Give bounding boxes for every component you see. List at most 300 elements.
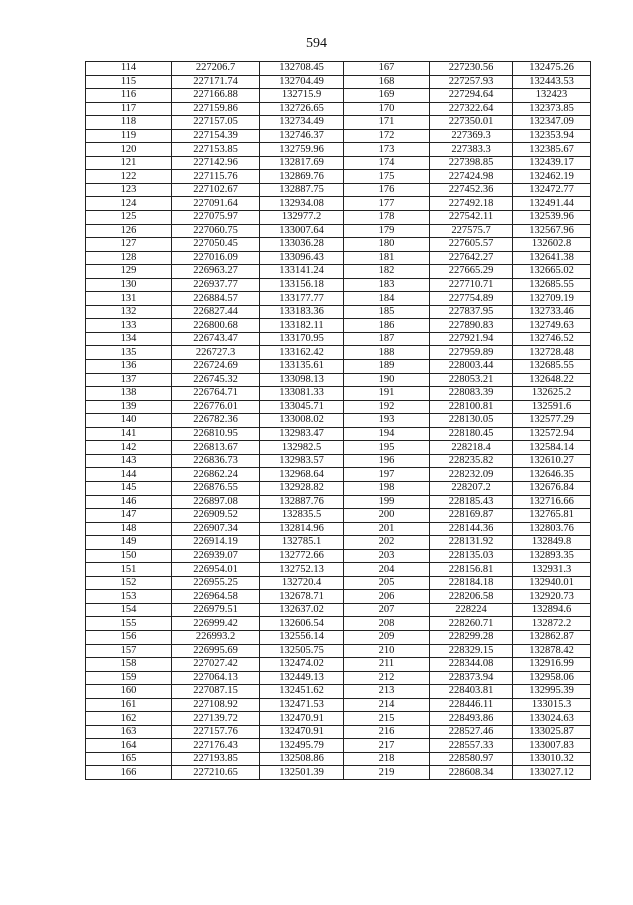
point-number-cell: 191 bbox=[344, 387, 430, 401]
y-coordinate-cell: 132759.96 bbox=[260, 143, 344, 157]
y-coordinate-cell: 132893.35 bbox=[513, 549, 591, 563]
y-coordinate-cell: 133015.3 bbox=[513, 698, 591, 712]
y-coordinate-cell: 132958.06 bbox=[513, 671, 591, 685]
point-number-cell: 182 bbox=[344, 265, 430, 279]
x-coordinate-cell: 226813.67 bbox=[172, 441, 260, 455]
x-coordinate-cell: 227322.64 bbox=[430, 102, 513, 116]
x-coordinate-cell: 228144.36 bbox=[430, 522, 513, 536]
point-number-cell: 142 bbox=[86, 441, 172, 455]
table-row bbox=[86, 183, 591, 197]
y-coordinate-cell: 132443.53 bbox=[513, 75, 591, 89]
x-coordinate-cell: 228329.15 bbox=[430, 644, 513, 658]
point-number-cell: 202 bbox=[344, 536, 430, 550]
x-coordinate-cell: 227087.15 bbox=[172, 685, 260, 699]
point-number-cell: 171 bbox=[344, 116, 430, 130]
x-coordinate-cell: 227166.88 bbox=[172, 89, 260, 103]
y-coordinate-cell: 132983.57 bbox=[260, 454, 344, 468]
x-coordinate-cell: 227139.72 bbox=[172, 712, 260, 726]
table-row bbox=[86, 725, 591, 739]
x-coordinate-cell: 227665.29 bbox=[430, 265, 513, 279]
x-coordinate-cell: 228185.43 bbox=[430, 495, 513, 509]
y-coordinate-cell: 132772.66 bbox=[260, 549, 344, 563]
x-coordinate-cell: 228169.87 bbox=[430, 509, 513, 523]
point-number-cell: 208 bbox=[344, 617, 430, 631]
x-coordinate-cell: 226776.01 bbox=[172, 400, 260, 414]
x-coordinate-cell: 227350.01 bbox=[430, 116, 513, 130]
table-row bbox=[86, 536, 591, 550]
x-coordinate-cell: 227959.89 bbox=[430, 346, 513, 360]
y-coordinate-cell: 132934.08 bbox=[260, 197, 344, 211]
y-coordinate-cell: 132495.79 bbox=[260, 739, 344, 753]
x-coordinate-cell: 226810.95 bbox=[172, 427, 260, 441]
point-number-cell: 117 bbox=[86, 102, 172, 116]
y-coordinate-cell: 132814.96 bbox=[260, 522, 344, 536]
y-coordinate-cell: 132940.01 bbox=[513, 576, 591, 590]
y-coordinate-cell: 132591.6 bbox=[513, 400, 591, 414]
x-coordinate-cell: 226954.01 bbox=[172, 563, 260, 577]
point-number-cell: 203 bbox=[344, 549, 430, 563]
y-coordinate-cell: 132449.13 bbox=[260, 671, 344, 685]
point-number-cell: 200 bbox=[344, 509, 430, 523]
point-number-cell: 193 bbox=[344, 414, 430, 428]
y-coordinate-cell: 132746.37 bbox=[260, 129, 344, 143]
point-number-cell: 163 bbox=[86, 725, 172, 739]
page-number: 594 bbox=[306, 36, 327, 51]
table-row bbox=[86, 739, 591, 753]
y-coordinate-cell: 132715.9 bbox=[260, 89, 344, 103]
y-coordinate-cell: 133007.83 bbox=[513, 739, 591, 753]
y-coordinate-cell: 132704.49 bbox=[260, 75, 344, 89]
coordinates-table bbox=[85, 61, 591, 780]
table-row bbox=[86, 75, 591, 89]
point-number-cell: 121 bbox=[86, 156, 172, 170]
y-coordinate-cell: 132894.6 bbox=[513, 603, 591, 617]
x-coordinate-cell: 228184.18 bbox=[430, 576, 513, 590]
y-coordinate-cell: 132968.64 bbox=[260, 468, 344, 482]
point-number-cell: 115 bbox=[86, 75, 172, 89]
point-number-cell: 124 bbox=[86, 197, 172, 211]
point-number-cell: 183 bbox=[344, 278, 430, 292]
x-coordinate-cell: 227016.09 bbox=[172, 251, 260, 265]
x-coordinate-cell: 228053.21 bbox=[430, 373, 513, 387]
point-number-cell: 176 bbox=[344, 183, 430, 197]
y-coordinate-cell: 132610.27 bbox=[513, 454, 591, 468]
y-coordinate-cell: 132728.48 bbox=[513, 346, 591, 360]
x-coordinate-cell: 228493.86 bbox=[430, 712, 513, 726]
x-coordinate-cell: 226999.42 bbox=[172, 617, 260, 631]
x-coordinate-cell: 226862.24 bbox=[172, 468, 260, 482]
y-coordinate-cell: 132584.14 bbox=[513, 441, 591, 455]
y-coordinate-cell: 132572.94 bbox=[513, 427, 591, 441]
y-coordinate-cell: 132685.55 bbox=[513, 360, 591, 374]
table-row bbox=[86, 454, 591, 468]
x-coordinate-cell: 227492.18 bbox=[430, 197, 513, 211]
table-row bbox=[86, 292, 591, 306]
table-row bbox=[86, 752, 591, 766]
x-coordinate-cell: 228260.71 bbox=[430, 617, 513, 631]
point-number-cell: 145 bbox=[86, 481, 172, 495]
point-number-cell: 204 bbox=[344, 563, 430, 577]
y-coordinate-cell: 132646.35 bbox=[513, 468, 591, 482]
point-number-cell: 177 bbox=[344, 197, 430, 211]
y-coordinate-cell: 133162.42 bbox=[260, 346, 344, 360]
point-number-cell: 158 bbox=[86, 658, 172, 672]
point-number-cell: 147 bbox=[86, 509, 172, 523]
y-coordinate-cell: 132734.49 bbox=[260, 116, 344, 130]
point-number-cell: 188 bbox=[344, 346, 430, 360]
x-coordinate-cell: 228608.34 bbox=[430, 766, 513, 780]
y-coordinate-cell: 132803.76 bbox=[513, 522, 591, 536]
y-coordinate-cell: 133170.95 bbox=[260, 332, 344, 346]
y-coordinate-cell: 133183.36 bbox=[260, 305, 344, 319]
x-coordinate-cell: 226979.51 bbox=[172, 603, 260, 617]
y-coordinate-cell: 132625.2 bbox=[513, 387, 591, 401]
x-coordinate-cell: 226827.44 bbox=[172, 305, 260, 319]
table-row bbox=[86, 563, 591, 577]
y-coordinate-cell: 133027.12 bbox=[513, 766, 591, 780]
y-coordinate-cell: 132470.91 bbox=[260, 725, 344, 739]
y-coordinate-cell: 133141.24 bbox=[260, 265, 344, 279]
y-coordinate-cell: 132785.1 bbox=[260, 536, 344, 550]
table-row bbox=[86, 509, 591, 523]
x-coordinate-cell: 226939.07 bbox=[172, 549, 260, 563]
y-coordinate-cell: 132648.22 bbox=[513, 373, 591, 387]
x-coordinate-cell: 227108.92 bbox=[172, 698, 260, 712]
coordinates-table-body bbox=[86, 62, 591, 780]
table-row bbox=[86, 576, 591, 590]
x-coordinate-cell: 228156.81 bbox=[430, 563, 513, 577]
x-coordinate-cell: 227060.75 bbox=[172, 224, 260, 238]
point-number-cell: 201 bbox=[344, 522, 430, 536]
table-row bbox=[86, 712, 591, 726]
x-coordinate-cell: 227424.98 bbox=[430, 170, 513, 184]
x-coordinate-cell: 227157.05 bbox=[172, 116, 260, 130]
point-number-cell: 179 bbox=[344, 224, 430, 238]
point-number-cell: 173 bbox=[344, 143, 430, 157]
table-row bbox=[86, 251, 591, 265]
x-coordinate-cell: 226724.69 bbox=[172, 360, 260, 374]
y-coordinate-cell: 132373.85 bbox=[513, 102, 591, 116]
point-number-cell: 150 bbox=[86, 549, 172, 563]
y-coordinate-cell: 133135.61 bbox=[260, 360, 344, 374]
y-coordinate-cell: 132606.54 bbox=[260, 617, 344, 631]
x-coordinate-cell: 228299.28 bbox=[430, 630, 513, 644]
table-row bbox=[86, 156, 591, 170]
table-row bbox=[86, 170, 591, 184]
y-coordinate-cell: 132470.91 bbox=[260, 712, 344, 726]
y-coordinate-cell: 133081.33 bbox=[260, 387, 344, 401]
x-coordinate-cell: 226907.34 bbox=[172, 522, 260, 536]
table-row bbox=[86, 62, 591, 76]
x-coordinate-cell: 228446.11 bbox=[430, 698, 513, 712]
point-number-cell: 162 bbox=[86, 712, 172, 726]
y-coordinate-cell: 132577.29 bbox=[513, 414, 591, 428]
y-coordinate-cell: 132678.71 bbox=[260, 590, 344, 604]
x-coordinate-cell: 227575.7 bbox=[430, 224, 513, 238]
point-number-cell: 165 bbox=[86, 752, 172, 766]
x-coordinate-cell: 227452.36 bbox=[430, 183, 513, 197]
table-row bbox=[86, 373, 591, 387]
y-coordinate-cell: 132637.02 bbox=[260, 603, 344, 617]
y-coordinate-cell: 133045.71 bbox=[260, 400, 344, 414]
y-coordinate-cell: 132676.84 bbox=[513, 481, 591, 495]
point-number-cell: 154 bbox=[86, 603, 172, 617]
point-number-cell: 126 bbox=[86, 224, 172, 238]
x-coordinate-cell: 228003.44 bbox=[430, 360, 513, 374]
table-row bbox=[86, 522, 591, 536]
y-coordinate-cell: 132931.3 bbox=[513, 563, 591, 577]
point-number-cell: 141 bbox=[86, 427, 172, 441]
y-coordinate-cell: 133010.32 bbox=[513, 752, 591, 766]
point-number-cell: 143 bbox=[86, 454, 172, 468]
x-coordinate-cell: 227921.94 bbox=[430, 332, 513, 346]
x-coordinate-cell: 228373.94 bbox=[430, 671, 513, 685]
y-coordinate-cell: 132474.02 bbox=[260, 658, 344, 672]
x-coordinate-cell: 227091.64 bbox=[172, 197, 260, 211]
y-coordinate-cell: 133024.63 bbox=[513, 712, 591, 726]
x-coordinate-cell: 226836.73 bbox=[172, 454, 260, 468]
table-row bbox=[86, 658, 591, 672]
point-number-cell: 212 bbox=[344, 671, 430, 685]
x-coordinate-cell: 228403.81 bbox=[430, 685, 513, 699]
y-coordinate-cell: 132928.82 bbox=[260, 481, 344, 495]
y-coordinate-cell: 132475.26 bbox=[513, 62, 591, 76]
x-coordinate-cell: 227193.85 bbox=[172, 752, 260, 766]
x-coordinate-cell: 227102.67 bbox=[172, 183, 260, 197]
point-number-cell: 120 bbox=[86, 143, 172, 157]
x-coordinate-cell: 227075.97 bbox=[172, 211, 260, 225]
y-coordinate-cell: 132869.76 bbox=[260, 170, 344, 184]
table-row bbox=[86, 238, 591, 252]
point-number-cell: 138 bbox=[86, 387, 172, 401]
point-number-cell: 116 bbox=[86, 89, 172, 103]
y-coordinate-cell: 132752.13 bbox=[260, 563, 344, 577]
point-number-cell: 135 bbox=[86, 346, 172, 360]
x-coordinate-cell: 226995.69 bbox=[172, 644, 260, 658]
x-coordinate-cell: 227027.42 bbox=[172, 658, 260, 672]
point-number-cell: 207 bbox=[344, 603, 430, 617]
table-row bbox=[86, 116, 591, 130]
x-coordinate-cell: 226897.08 bbox=[172, 495, 260, 509]
x-coordinate-cell: 228527.46 bbox=[430, 725, 513, 739]
y-coordinate-cell: 132983.47 bbox=[260, 427, 344, 441]
x-coordinate-cell: 227171.74 bbox=[172, 75, 260, 89]
point-number-cell: 151 bbox=[86, 563, 172, 577]
y-coordinate-cell: 132423 bbox=[513, 89, 591, 103]
y-coordinate-cell: 132708.45 bbox=[260, 62, 344, 76]
y-coordinate-cell: 133007.64 bbox=[260, 224, 344, 238]
table-row bbox=[86, 644, 591, 658]
point-number-cell: 155 bbox=[86, 617, 172, 631]
x-coordinate-cell: 227542.11 bbox=[430, 211, 513, 225]
y-coordinate-cell: 132733.46 bbox=[513, 305, 591, 319]
point-number-cell: 119 bbox=[86, 129, 172, 143]
y-coordinate-cell: 132887.75 bbox=[260, 183, 344, 197]
point-number-cell: 123 bbox=[86, 183, 172, 197]
y-coordinate-cell: 133156.18 bbox=[260, 278, 344, 292]
point-number-cell: 133 bbox=[86, 319, 172, 333]
x-coordinate-cell: 227837.95 bbox=[430, 305, 513, 319]
y-coordinate-cell: 132665.02 bbox=[513, 265, 591, 279]
point-number-cell: 181 bbox=[344, 251, 430, 265]
x-coordinate-cell: 228135.03 bbox=[430, 549, 513, 563]
table-row bbox=[86, 671, 591, 685]
x-coordinate-cell: 228207.2 bbox=[430, 481, 513, 495]
point-number-cell: 114 bbox=[86, 62, 172, 76]
point-number-cell: 149 bbox=[86, 536, 172, 550]
y-coordinate-cell: 133182.11 bbox=[260, 319, 344, 333]
table-row bbox=[86, 319, 591, 333]
point-number-cell: 152 bbox=[86, 576, 172, 590]
x-coordinate-cell: 228100.81 bbox=[430, 400, 513, 414]
y-coordinate-cell: 132462.19 bbox=[513, 170, 591, 184]
x-coordinate-cell: 227642.27 bbox=[430, 251, 513, 265]
point-number-cell: 146 bbox=[86, 495, 172, 509]
x-coordinate-cell: 227890.83 bbox=[430, 319, 513, 333]
y-coordinate-cell: 132501.39 bbox=[260, 766, 344, 780]
x-coordinate-cell: 227294.64 bbox=[430, 89, 513, 103]
x-coordinate-cell: 226876.55 bbox=[172, 481, 260, 495]
point-number-cell: 148 bbox=[86, 522, 172, 536]
y-coordinate-cell: 132508.86 bbox=[260, 752, 344, 766]
x-coordinate-cell: 226914.19 bbox=[172, 536, 260, 550]
table-row bbox=[86, 590, 591, 604]
point-number-cell: 127 bbox=[86, 238, 172, 252]
point-number-cell: 130 bbox=[86, 278, 172, 292]
y-coordinate-cell: 132451.62 bbox=[260, 685, 344, 699]
table-row bbox=[86, 698, 591, 712]
point-number-cell: 186 bbox=[344, 319, 430, 333]
table-row bbox=[86, 481, 591, 495]
x-coordinate-cell: 226727.3 bbox=[172, 346, 260, 360]
point-number-cell: 216 bbox=[344, 725, 430, 739]
point-number-cell: 218 bbox=[344, 752, 430, 766]
y-coordinate-cell: 132567.96 bbox=[513, 224, 591, 238]
table-row bbox=[86, 414, 591, 428]
y-coordinate-cell: 132835.5 bbox=[260, 509, 344, 523]
point-number-cell: 178 bbox=[344, 211, 430, 225]
y-coordinate-cell: 132720.4 bbox=[260, 576, 344, 590]
point-number-cell: 175 bbox=[344, 170, 430, 184]
y-coordinate-cell: 132709.19 bbox=[513, 292, 591, 306]
x-coordinate-cell: 227050.45 bbox=[172, 238, 260, 252]
point-number-cell: 134 bbox=[86, 332, 172, 346]
y-coordinate-cell: 132602.8 bbox=[513, 238, 591, 252]
point-number-cell: 180 bbox=[344, 238, 430, 252]
table-row bbox=[86, 89, 591, 103]
y-coordinate-cell: 132353.94 bbox=[513, 129, 591, 143]
table-row bbox=[86, 427, 591, 441]
point-number-cell: 206 bbox=[344, 590, 430, 604]
x-coordinate-cell: 226764.71 bbox=[172, 387, 260, 401]
x-coordinate-cell: 227154.39 bbox=[172, 129, 260, 143]
point-number-cell: 195 bbox=[344, 441, 430, 455]
x-coordinate-cell: 227369.3 bbox=[430, 129, 513, 143]
x-coordinate-cell: 226745.32 bbox=[172, 373, 260, 387]
point-number-cell: 187 bbox=[344, 332, 430, 346]
x-coordinate-cell: 227754.89 bbox=[430, 292, 513, 306]
x-coordinate-cell: 227230.56 bbox=[430, 62, 513, 76]
x-coordinate-cell: 228131.92 bbox=[430, 536, 513, 550]
x-coordinate-cell: 228232.09 bbox=[430, 468, 513, 482]
y-coordinate-cell: 132347.09 bbox=[513, 116, 591, 130]
point-number-cell: 129 bbox=[86, 265, 172, 279]
table-row bbox=[86, 766, 591, 780]
x-coordinate-cell: 228580.97 bbox=[430, 752, 513, 766]
x-coordinate-cell: 226993.2 bbox=[172, 630, 260, 644]
table-row bbox=[86, 617, 591, 631]
table-row bbox=[86, 400, 591, 414]
point-number-cell: 209 bbox=[344, 630, 430, 644]
y-coordinate-cell: 133008.02 bbox=[260, 414, 344, 428]
y-coordinate-cell: 133036.28 bbox=[260, 238, 344, 252]
point-number-cell: 122 bbox=[86, 170, 172, 184]
y-coordinate-cell: 132556.14 bbox=[260, 630, 344, 644]
x-coordinate-cell: 228557.33 bbox=[430, 739, 513, 753]
point-number-cell: 185 bbox=[344, 305, 430, 319]
point-number-cell: 137 bbox=[86, 373, 172, 387]
x-coordinate-cell: 227142.96 bbox=[172, 156, 260, 170]
point-number-cell: 139 bbox=[86, 400, 172, 414]
y-coordinate-cell: 132977.2 bbox=[260, 211, 344, 225]
y-coordinate-cell: 132471.53 bbox=[260, 698, 344, 712]
x-coordinate-cell: 227157.76 bbox=[172, 725, 260, 739]
x-coordinate-cell: 228083.39 bbox=[430, 387, 513, 401]
y-coordinate-cell: 132765.81 bbox=[513, 509, 591, 523]
y-coordinate-cell: 133096.43 bbox=[260, 251, 344, 265]
y-coordinate-cell: 132982.5 bbox=[260, 441, 344, 455]
y-coordinate-cell: 132887.76 bbox=[260, 495, 344, 509]
y-coordinate-cell: 132995.39 bbox=[513, 685, 591, 699]
x-coordinate-cell: 227153.85 bbox=[172, 143, 260, 157]
point-number-cell: 140 bbox=[86, 414, 172, 428]
point-number-cell: 125 bbox=[86, 211, 172, 225]
table-row bbox=[86, 197, 591, 211]
point-number-cell: 156 bbox=[86, 630, 172, 644]
point-number-cell: 196 bbox=[344, 454, 430, 468]
table-row bbox=[86, 630, 591, 644]
point-number-cell: 215 bbox=[344, 712, 430, 726]
x-coordinate-cell: 228180.45 bbox=[430, 427, 513, 441]
point-number-cell: 161 bbox=[86, 698, 172, 712]
point-number-cell: 157 bbox=[86, 644, 172, 658]
y-coordinate-cell: 132726.65 bbox=[260, 102, 344, 116]
x-coordinate-cell: 228206.58 bbox=[430, 590, 513, 604]
point-number-cell: 174 bbox=[344, 156, 430, 170]
point-number-cell: 167 bbox=[344, 62, 430, 76]
y-coordinate-cell: 132505.75 bbox=[260, 644, 344, 658]
table-row bbox=[86, 495, 591, 509]
x-coordinate-cell: 227605.57 bbox=[430, 238, 513, 252]
x-coordinate-cell: 226964.58 bbox=[172, 590, 260, 604]
y-coordinate-cell: 132862.87 bbox=[513, 630, 591, 644]
y-coordinate-cell: 132491.44 bbox=[513, 197, 591, 211]
point-number-cell: 168 bbox=[344, 75, 430, 89]
y-coordinate-cell: 132920.73 bbox=[513, 590, 591, 604]
y-coordinate-cell: 132817.69 bbox=[260, 156, 344, 170]
x-coordinate-cell: 228235.82 bbox=[430, 454, 513, 468]
table-row bbox=[86, 549, 591, 563]
table-row bbox=[86, 603, 591, 617]
y-coordinate-cell: 132685.55 bbox=[513, 278, 591, 292]
point-number-cell: 214 bbox=[344, 698, 430, 712]
table-row bbox=[86, 387, 591, 401]
table-row bbox=[86, 129, 591, 143]
x-coordinate-cell: 226955.25 bbox=[172, 576, 260, 590]
x-coordinate-cell: 228130.05 bbox=[430, 414, 513, 428]
point-number-cell: 166 bbox=[86, 766, 172, 780]
point-number-cell: 213 bbox=[344, 685, 430, 699]
